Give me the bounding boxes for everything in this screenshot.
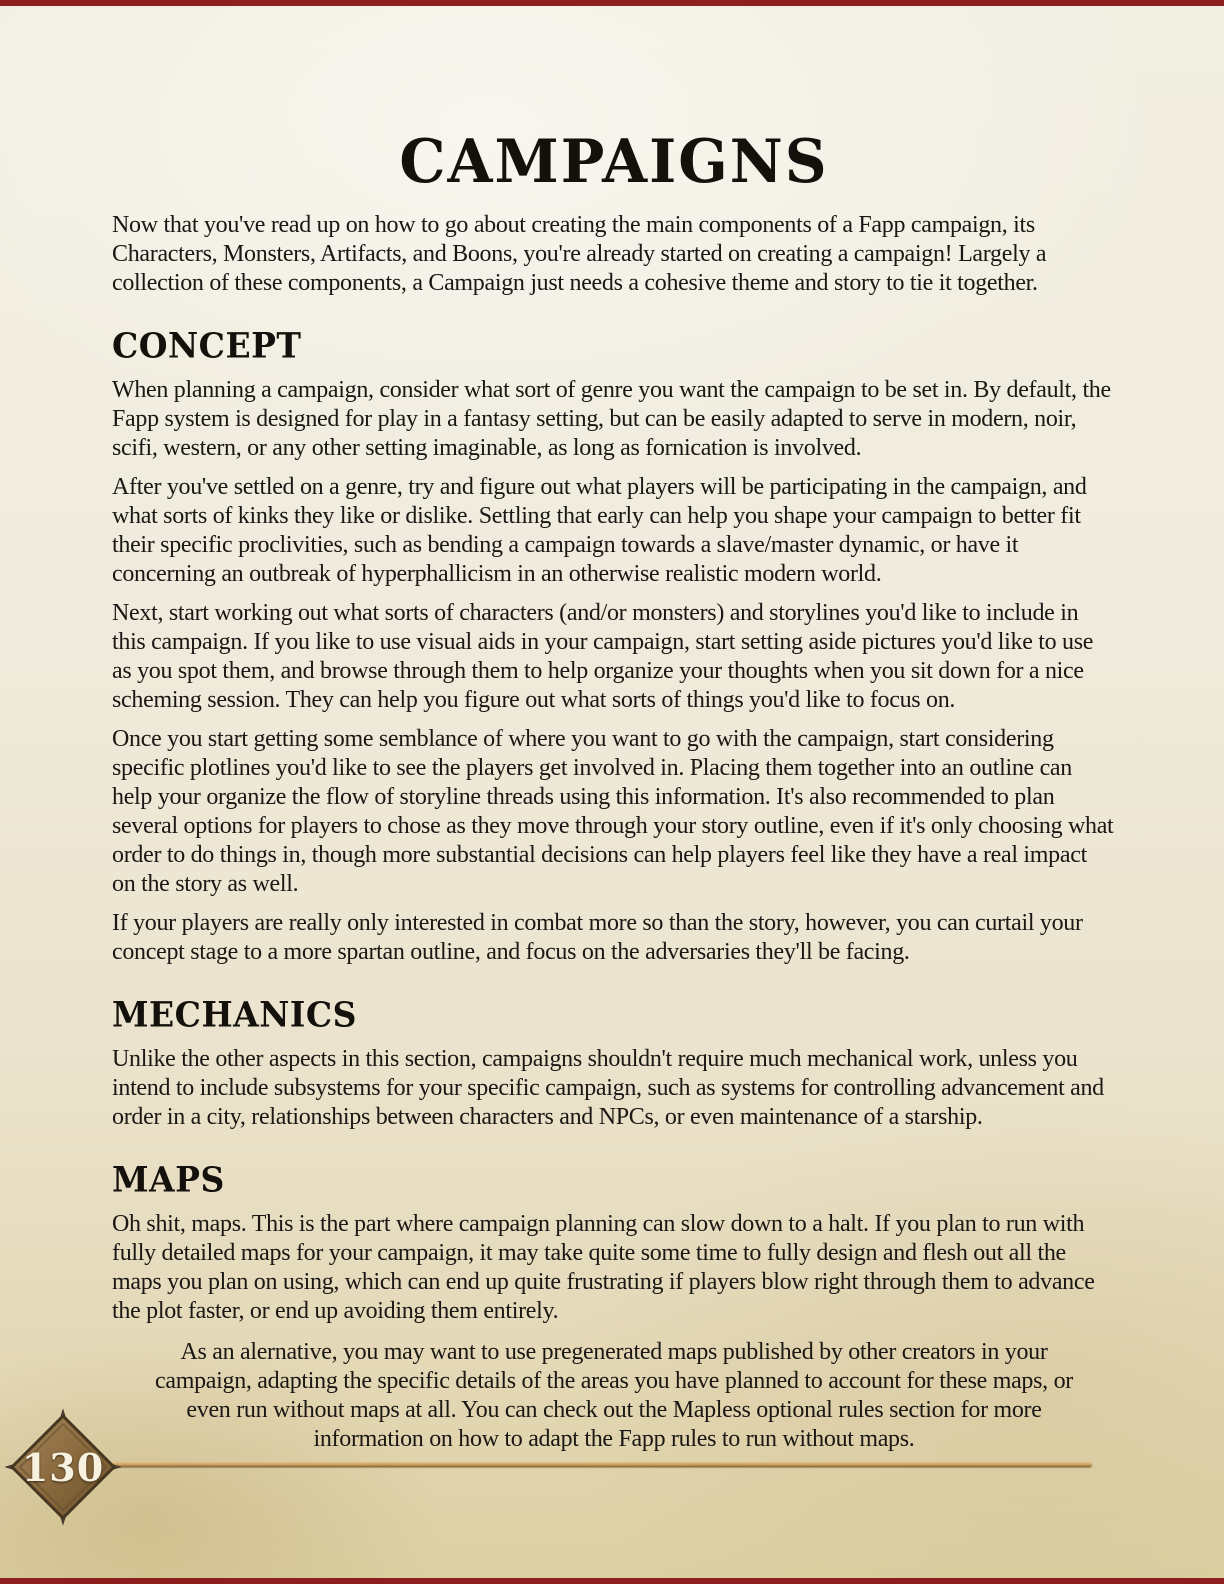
- page-top-edge-bar: [0, 0, 1224, 6]
- page-bottom-edge-bar: [0, 1578, 1224, 1584]
- section-heading-mechanics: MECHANICS: [112, 993, 357, 1035]
- concept-paragraph: After you've settled on a genre, try and figure out what players will be participating in the campaign, and what sorts of kinks they like or dislike. Settling that early can help you shape your campaign to better fit their specific proclivities, such as bending a campaign towards a slave/master dynamic, or have it concerning an outbreak of hyperphallicism in an otherwise realistic modern world.: [112, 473, 1087, 587]
- page-content: [112, 0, 1116, 1454]
- page-number: 130: [21, 1444, 105, 1490]
- concept-paragraph: If your players are really only interested in combat more so than the story, however, you can curtail your concept stage to a more spartan outline, and focus on the adversaries they'll be facing.: [112, 909, 1083, 965]
- section-heading-concept: CONCEPT: [112, 324, 302, 366]
- intro-paragraph: Now that you've read up on how to go about creating the main components of a Fapp campaign, its Characters, Monsters, Artifacts, and Boons, you're already started on creating a campaign! Largely a collection of these components, a Campaign just needs a cohesive theme and story to tie it together.: [112, 211, 1047, 296]
- concept-paragraph: Once you start getting some semblance of where you want to go with the campaign, start considering specific plotlines you'd like to see the players get involved in. Placing them together into an outline can help your organize the flow of storyline threads using this information. It's also recommended to plan several options for players to chose as they move through your story outline, even if it's only choosing what order to do things in, though more substantial decisions can help players feel like they have a real impact on the story as well.: [112, 725, 1114, 897]
- page-title: CAMPAIGNS: [399, 125, 829, 197]
- maps-centered-paragraph: As an alernative, you may want to use pregenerated maps published by other creators in your campaign, adapting the specific details of the areas you have planned to account for these maps, or even run without maps at all. You can check out the Mapless optional rules section for more information on how to adapt the Fapp rules to run without maps.: [155, 1339, 1073, 1453]
- footer-rule: [98, 1462, 1092, 1467]
- concept-paragraph: Next, start working out what sorts of characters (and/or monsters) and storylines you'd like to include in this campaign. If you like to use visual aids in your campaign, start setting aside pictures you'd like to use as you spot them, and browse through them to help organize your thoughts when you sit down for a nice scheming session. They can help you figure out what sorts of things you'd like to focus on.: [112, 599, 1094, 713]
- maps-paragraph: Oh shit, maps. This is the part where campaign planning can slow down to a halt. If you plan to run with fully detailed maps for your campaign, it may take quite some time to fully design and flesh out all the maps you plan on using, which can end up quite frustrating if players blow right through them to advance the plot faster, or end up avoiding them entirely.: [112, 1211, 1095, 1325]
- section-heading-maps: MAPS: [112, 1159, 225, 1201]
- concept-paragraph: When planning a campaign, consider what sort of genre you want the campaign to be set in. By default, the Fapp system is designed for play in a fantasy setting, but can be easily adapted to serve in modern, noir, scifi, western, or any other setting imaginable, as long as fornication is involved.: [112, 376, 1111, 461]
- mechanics-paragraph: Unlike the other aspects in this section, campaigns shouldn't require much mechanical work, unless you intend to include subsystems for your specific campaign, such as systems for controlling advancement and order in a city, relationships between characters and NPCs, or even maintenance of a starship.: [112, 1046, 1104, 1131]
